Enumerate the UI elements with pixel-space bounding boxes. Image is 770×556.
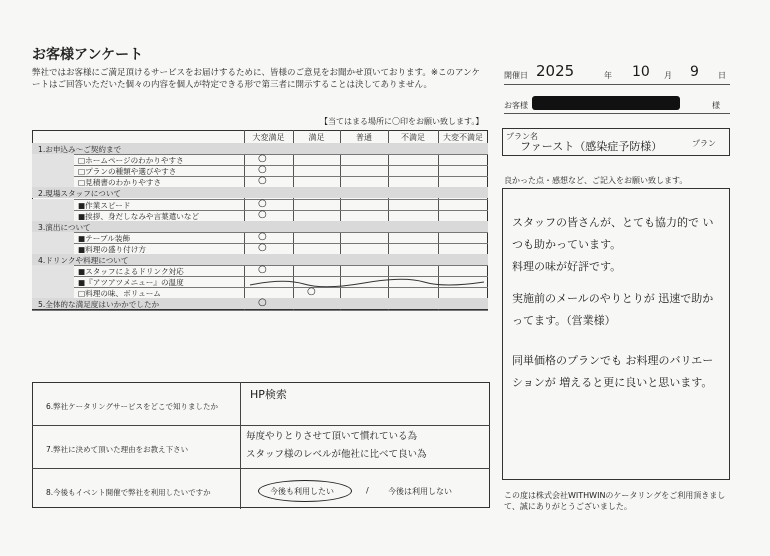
question-7: 7.弊社に決めて頂いた理由をお教え下さい <box>46 445 189 454</box>
comment-3: 実施前のメールのやりとりが 迅速で助かってます。（営業様） <box>512 292 714 327</box>
plan-suffix: プラン <box>692 139 716 148</box>
question-item: ■作業スピード <box>78 200 131 210</box>
customer-underline <box>504 113 730 114</box>
date-label: 開催日 <box>504 71 528 80</box>
footer-text: この度は株式会社WITHWINのケータリングをご利用頂きまして、誠にありがとうございました。 <box>504 491 726 511</box>
column-header: 満足 <box>308 133 325 142</box>
q7-q8-divider <box>32 468 490 469</box>
strike-line <box>244 276 488 288</box>
rating-mark: ○ <box>307 286 316 298</box>
question-item: ■スタッフによるドリンク対応 <box>78 267 184 277</box>
rating-mark: ○ <box>258 230 267 242</box>
column-header: 不満足 <box>401 133 425 142</box>
date-year-unit: 年 <box>604 71 612 80</box>
plan-label: プラン名 <box>506 132 538 141</box>
survey-title: お客様アンケート <box>32 47 144 63</box>
answer-6: HP検索 <box>250 388 287 401</box>
rating-mark: ○ <box>258 153 267 165</box>
row-indent-shade <box>32 276 74 287</box>
date-month-unit: 月 <box>664 71 672 80</box>
rating-mark: ○ <box>258 241 267 253</box>
rating-mark: ○ <box>258 164 267 176</box>
question-6: 6.弊社ケータリングサービスをどこで知りましたか <box>46 402 219 411</box>
row-indent-shade <box>32 165 74 176</box>
section-label: 1.お申込み～ご契約まで <box>38 145 122 154</box>
question-item: ■テーブル装飾 <box>78 233 131 243</box>
row-indent-shade <box>32 265 74 276</box>
row-indent-shade <box>32 243 74 254</box>
q8-option-yes: 今後も利用したい <box>270 487 334 496</box>
column-header: 大変不満足 <box>443 133 483 142</box>
question-item: ■挨拶、身だしなみや言葉遣いなど <box>78 211 200 221</box>
section-label: 2.現場スタッフについて <box>38 189 122 199</box>
question-item: □プランの種類や選びやすさ <box>78 167 177 177</box>
comment-4: 同単価格のプランでも お料理のバリエーションが 増えると更に良いと思います。 <box>512 354 714 389</box>
column-header: 普通 <box>356 133 372 142</box>
row-indent-shade <box>32 199 74 210</box>
row-indent-shade <box>32 154 74 165</box>
date-underline <box>504 84 730 85</box>
q6-q7-divider <box>32 425 490 426</box>
date-day-unit: 日 <box>718 71 726 80</box>
question-item: □見積書のわかりやすさ <box>78 178 162 188</box>
question-item: ■料理の盛り付け方 <box>78 244 146 254</box>
section-label: 3.演出について <box>38 222 91 232</box>
q8-option-no: 今後は利用しない <box>388 487 452 496</box>
row-indent-shade <box>32 176 74 187</box>
redaction-bar <box>532 96 680 110</box>
answer-7-line1: 毎度やりとりさせて頂いて慣れている為 <box>246 431 418 442</box>
plan-value: ファースト（感染症予防様） <box>520 140 663 153</box>
intro-text: 弊社ではお客様にご満足頂けるサービスをお届けするために、皆様のご意見をお聞かせ頂いております。※このアンケートはご回答いただいた個々の内容を個人が特定できる形で第三者に開示することは決してありません。 <box>32 68 480 90</box>
date-month: 10 <box>632 64 650 80</box>
row-divider <box>32 310 488 311</box>
rating-mark: ○ <box>258 208 267 220</box>
rating-mark: ○ <box>258 197 267 209</box>
question-item: □ホームページのわかりやすさ <box>78 156 184 166</box>
q8-separator: / <box>366 486 369 495</box>
customer-suffix: 様 <box>712 101 720 110</box>
comment-1: スタッフの皆さんが、とても協力的で いつも助かっています。 <box>512 216 714 251</box>
question-item: ■『アツアツメニュー』の温度 <box>78 278 184 288</box>
question-item: □料理の味、ボリューム <box>78 289 161 299</box>
comment-2: 料理の味が好評です。 <box>512 260 622 273</box>
answer-7-line2: スタッフ様のレベルが他社に比べて良い為 <box>246 449 427 460</box>
comments-label: 良かった点・感想など、ご記入をお願い致します。 <box>504 176 688 185</box>
date-day: 9 <box>690 64 699 80</box>
customer-label: お客様 <box>504 101 528 110</box>
row-indent-shade <box>32 287 74 298</box>
questions-divider <box>240 382 241 509</box>
column-header: 大変満足 <box>252 133 285 142</box>
instruction-note: 【当てはまる場所に〇印をお願い致します。】 <box>320 117 484 126</box>
q8-yes-circle <box>258 480 352 502</box>
overall-mark: ○ <box>258 297 267 309</box>
row-indent-shade <box>32 232 74 243</box>
section-label: 5.全体的な満足度はいかかでしたか <box>38 300 160 310</box>
question-8: 8.今後もイベント開催で弊社を利用したいですか <box>46 488 211 497</box>
rating-mark: ○ <box>258 264 267 276</box>
date-year: 2025 <box>536 62 575 80</box>
row-indent-shade <box>32 210 74 221</box>
section-label: 4.ドリンクや料理について <box>38 256 129 265</box>
rating-mark: ○ <box>258 175 267 187</box>
